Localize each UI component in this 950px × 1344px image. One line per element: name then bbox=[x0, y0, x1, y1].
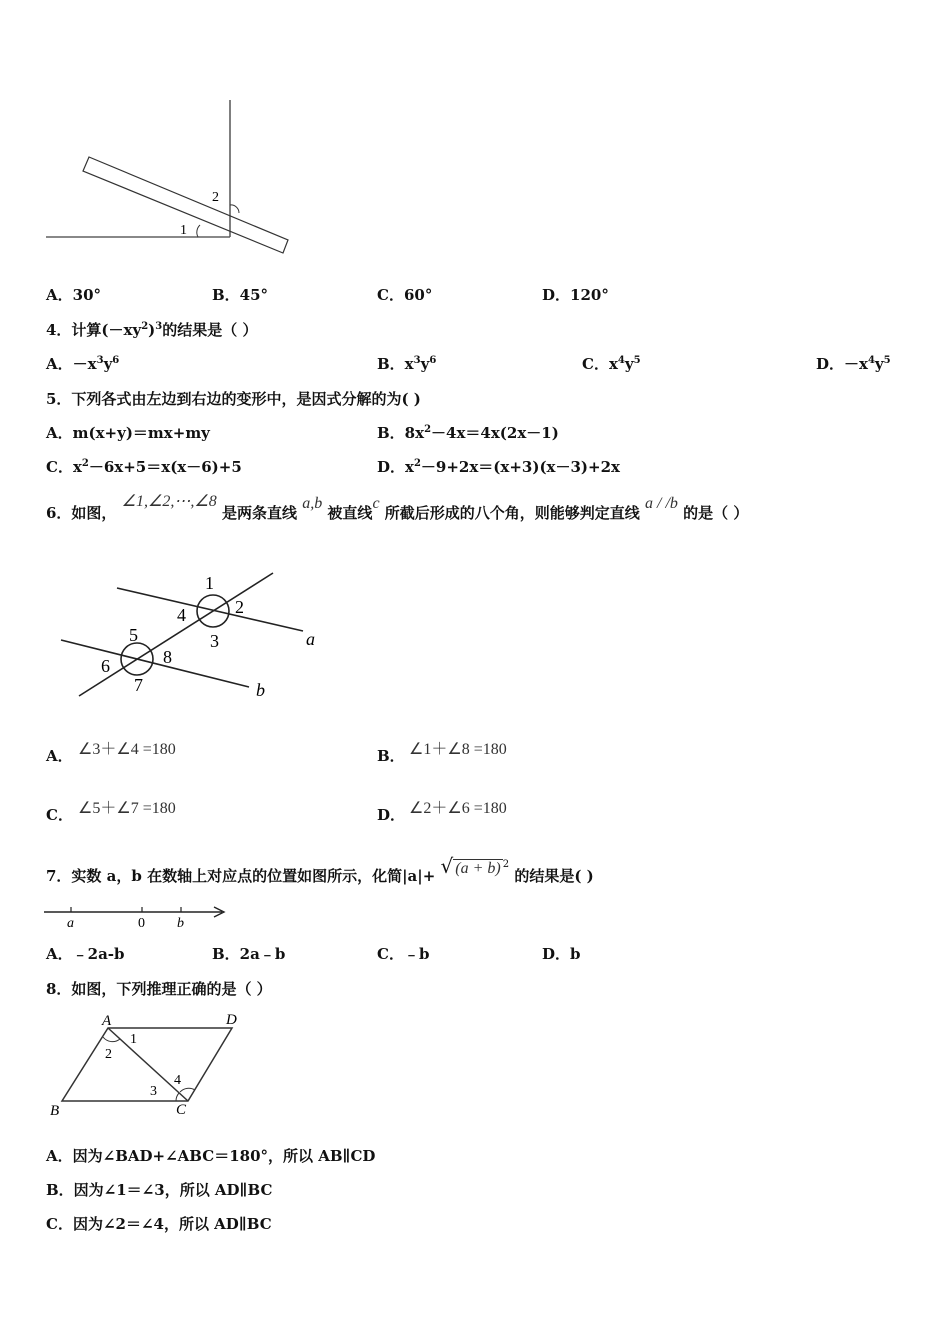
q5-d-text: D．x bbox=[377, 458, 414, 476]
q6-option-c-expr: ∠5＋∠7 =180 bbox=[78, 800, 176, 817]
angle-arc-c2 bbox=[180, 1088, 195, 1092]
q6-angles-expr: ∠1,∠2,⋯,∠8 bbox=[121, 493, 217, 510]
radical-sign: √ bbox=[440, 854, 454, 878]
q4-option-b[interactable] bbox=[377, 354, 436, 374]
q6-a-label: A． bbox=[46, 747, 73, 765]
q7-option-a[interactable]: A．﹣2a-b bbox=[46, 945, 125, 963]
sqrt-expression bbox=[441, 856, 510, 879]
q3-figure bbox=[40, 95, 300, 265]
angle-arc-c bbox=[176, 1093, 179, 1101]
q4-b-sup: 6 bbox=[429, 355, 437, 366]
q4-a-sup: 3 bbox=[96, 355, 104, 366]
q4-b-sup: 3 bbox=[413, 355, 421, 366]
angle-label-4: 4 bbox=[177, 605, 186, 625]
angle-label-1: 1 bbox=[205, 573, 214, 593]
q6-line-c: c bbox=[372, 495, 380, 512]
q6-stem-part: 被直线 bbox=[327, 504, 373, 522]
q4-stem-sup: 2 bbox=[141, 321, 149, 332]
q4-a-text: y bbox=[103, 355, 113, 373]
ruler-strip bbox=[83, 157, 288, 253]
number-line bbox=[44, 900, 234, 932]
q6-option-b[interactable] bbox=[377, 746, 405, 766]
point-b-label: b bbox=[177, 916, 184, 931]
angle-2-label: 2 bbox=[212, 190, 219, 205]
angle-1-arc bbox=[197, 225, 200, 237]
q4-c-sup: 4 bbox=[617, 355, 625, 366]
q7-stem-part: 的结果是( ) bbox=[514, 867, 594, 885]
q5-stem: 5．下列各式由左边到右边的变形中，是因式分解的为( ) bbox=[46, 390, 421, 408]
q3-option-c[interactable]: C．60° bbox=[377, 286, 433, 304]
q5-option-a[interactable]: A．m(x+y)＝mx+my bbox=[46, 424, 210, 442]
q8-option-a[interactable]: A．因为∠BAD+∠ABC＝180°，所以 AB∥CD bbox=[46, 1147, 376, 1165]
angle-2-arc bbox=[230, 205, 239, 213]
q4-option-c[interactable] bbox=[582, 354, 641, 374]
q6-option-b-expr: ∠1＋∠8 =180 bbox=[409, 741, 507, 758]
q5-c-text: －6x+5＝x(x－6)+5 bbox=[88, 458, 242, 476]
q4-stem-part: ) bbox=[148, 321, 156, 339]
q4-a-sup: 6 bbox=[112, 355, 120, 366]
q3-option-d[interactable]: D．120° bbox=[542, 286, 609, 304]
q4-d-text: D．－x bbox=[816, 355, 868, 373]
angle-label-7: 7 bbox=[134, 675, 143, 695]
q4-d-text: y bbox=[874, 355, 884, 373]
q6-option-a[interactable] bbox=[46, 746, 73, 766]
q5-b-sup: 2 bbox=[424, 424, 432, 435]
q6-option-d-expr: ∠2＋∠6 =180 bbox=[409, 800, 507, 817]
q6-stem bbox=[46, 493, 749, 524]
q5-option-c[interactable] bbox=[46, 457, 242, 477]
q5-c-sup: 2 bbox=[81, 458, 89, 469]
q4-stem-sup: 3 bbox=[155, 321, 163, 332]
q6-d-label: D． bbox=[377, 806, 406, 824]
q6-b-label: B． bbox=[377, 747, 405, 765]
q5-b-text: －4x＝4x(2x－1) bbox=[431, 424, 559, 442]
q4-option-a[interactable] bbox=[46, 354, 119, 374]
q7-stem bbox=[46, 854, 594, 887]
q5-option-b[interactable] bbox=[377, 423, 559, 443]
q6-stem-part: 6．如图， bbox=[46, 504, 117, 522]
point-zero-label: 0 bbox=[138, 916, 145, 931]
q5-b-text: B．8x bbox=[377, 424, 425, 442]
q6-stem-part: 是两条直线 bbox=[221, 504, 297, 522]
angle-label-3: 3 bbox=[210, 631, 219, 651]
angle-label-2: 2 bbox=[235, 597, 244, 617]
q6-stem-part: 的是（ ） bbox=[683, 504, 749, 522]
transversal-c bbox=[79, 573, 273, 696]
q8-stem: 8．如图，下列推理正确的是（ ） bbox=[46, 980, 272, 998]
q7-option-d[interactable]: D．b bbox=[542, 945, 581, 963]
q6-stem-part: 所截后形成的八个角，则能够判定直线 bbox=[384, 504, 640, 522]
q4-b-text: y bbox=[420, 355, 430, 373]
q4-stem bbox=[46, 320, 257, 340]
q3-option-a[interactable]: A．30° bbox=[46, 286, 102, 304]
point-a-label: a bbox=[67, 916, 74, 931]
line-a bbox=[117, 588, 303, 631]
angle-1-label: 1 bbox=[180, 223, 187, 238]
angle-label-4: 4 bbox=[174, 1073, 181, 1088]
angle-label-2: 2 bbox=[105, 1047, 112, 1062]
q4-stem-part: 4．计算(－xy bbox=[46, 321, 142, 339]
angle-label-1: 1 bbox=[130, 1032, 137, 1047]
q7-option-c[interactable]: C．﹣b bbox=[377, 945, 430, 963]
q4-option-d[interactable] bbox=[816, 354, 891, 374]
angle-label-5: 5 bbox=[129, 625, 138, 645]
q6-option-a-expr: ∠3＋∠4 =180 bbox=[78, 741, 176, 758]
q8-option-c[interactable]: C．因为∠2＝∠4，所以 AD∥BC bbox=[46, 1215, 272, 1233]
diagonal-ac bbox=[108, 1028, 188, 1101]
q5-d-sup: 2 bbox=[413, 458, 421, 469]
q3-option-b[interactable]: B．45° bbox=[212, 286, 269, 304]
q6-parallel-expr: a / /b bbox=[645, 495, 678, 512]
q6-option-c[interactable] bbox=[46, 805, 73, 825]
angle-label-3: 3 bbox=[150, 1084, 157, 1099]
q4-c-text: y bbox=[624, 355, 634, 373]
line-b-label: b bbox=[256, 680, 265, 700]
q6-c-label: C． bbox=[46, 806, 73, 824]
line-a-label: a bbox=[306, 629, 315, 649]
q6-lines-ab: a,b bbox=[302, 495, 323, 512]
q8-figure bbox=[44, 1010, 254, 1120]
vertex-a-label: A bbox=[102, 1013, 112, 1029]
angle-label-6: 6 bbox=[101, 656, 110, 676]
radicand: (a + b) bbox=[455, 860, 501, 877]
q7-option-b[interactable]: B．2a﹣b bbox=[212, 945, 286, 963]
q8-option-b[interactable]: B．因为∠1＝∠3，所以 AD∥BC bbox=[46, 1181, 273, 1199]
q4-d-sup: 4 bbox=[867, 355, 875, 366]
q4-d-sup: 5 bbox=[883, 355, 891, 366]
vertex-c-label: C bbox=[176, 1102, 187, 1118]
vertex-b-label: B bbox=[50, 1103, 60, 1119]
q5-c-text: C．x bbox=[46, 458, 82, 476]
radicand-exponent: 2 bbox=[502, 859, 510, 870]
q4-c-sup: 5 bbox=[633, 355, 641, 366]
q6-figure bbox=[55, 565, 335, 705]
angle-label-8: 8 bbox=[163, 647, 172, 667]
q6-option-d[interactable] bbox=[377, 805, 405, 825]
q7-stem-part: 7．实数 a，b 在数轴上对应点的位置如图所示，化简|a|+ bbox=[46, 867, 436, 885]
q5-d-text: －9+2x＝(x+3)(x－3)+2x bbox=[420, 458, 620, 476]
q4-b-text: B．x bbox=[377, 355, 414, 373]
angle-arc-a bbox=[103, 1037, 120, 1042]
q4-stem-part: 的结果是（ ） bbox=[162, 321, 258, 339]
vertex-d-label: D bbox=[226, 1012, 237, 1028]
q4-a-text: A．－x bbox=[46, 355, 97, 373]
q4-c-text: C．x bbox=[582, 355, 618, 373]
q5-option-d[interactable] bbox=[377, 457, 620, 477]
